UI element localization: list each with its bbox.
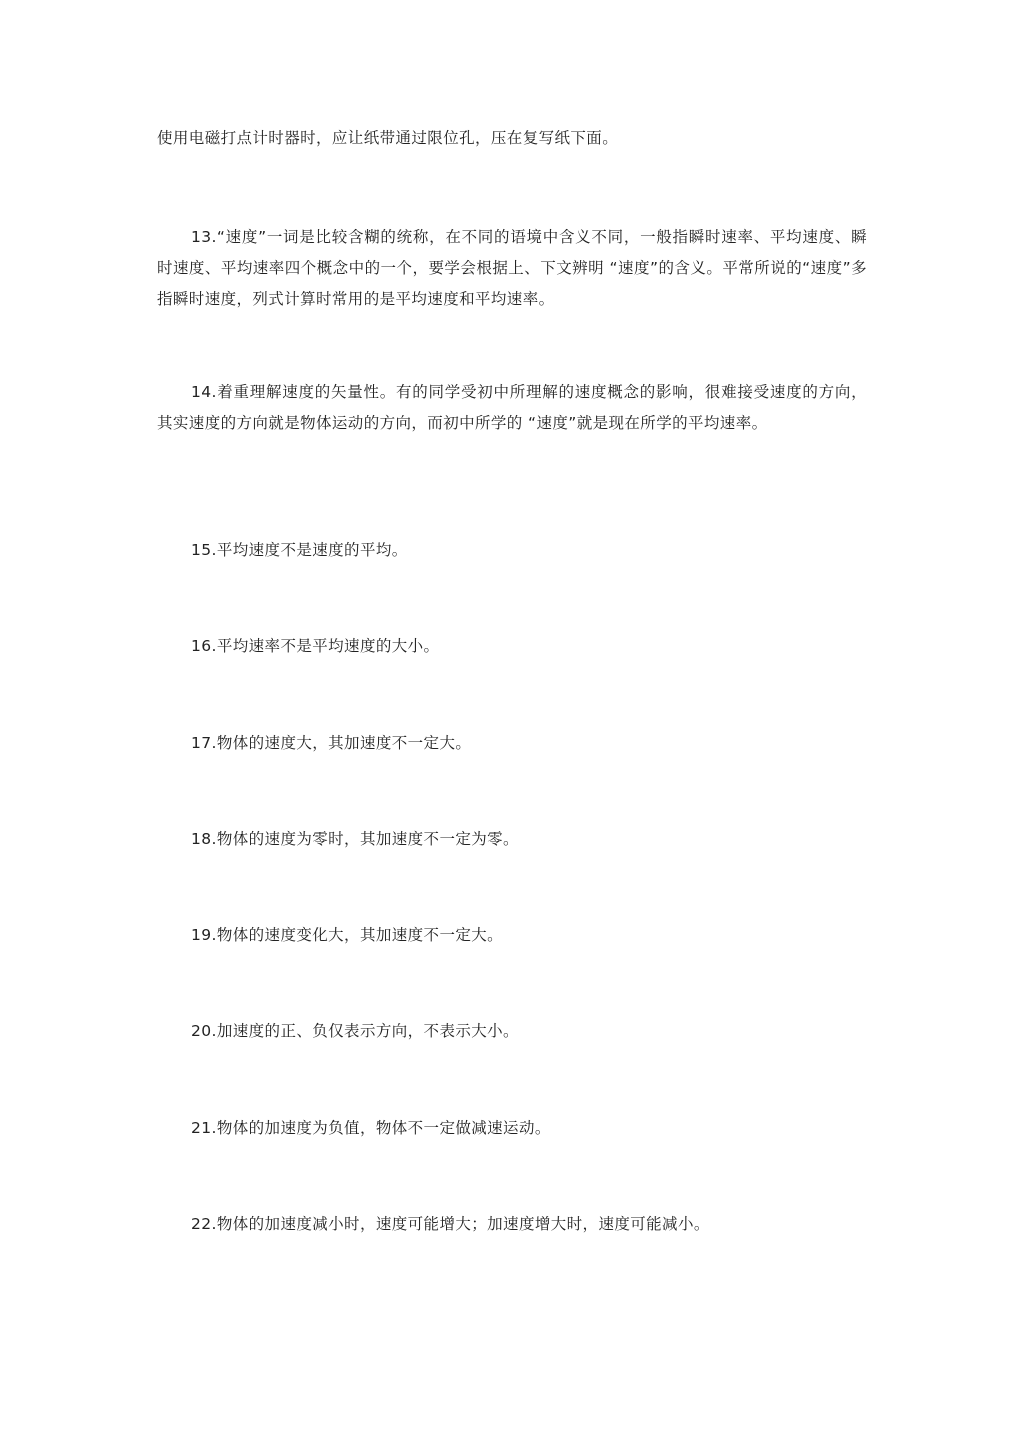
paragraph-22: 22.物体的加速度减小时，速度可能增大；加速度增大时，速度可能减小。 — [191, 1215, 710, 1233]
paragraph-20: 20.加速度的正、负仅表示方向，不表示大小。 — [191, 1022, 519, 1040]
paragraph-18: 18.物体的速度为零时，其加速度不一定为零。 — [191, 830, 519, 848]
paragraph-15: 15.平均速度不是速度的平均。 — [191, 541, 408, 559]
paragraph-16: 16.平均速率不是平均速度的大小。 — [191, 637, 440, 655]
paragraph-19: 19.物体的速度变化大，其加速度不一定大。 — [191, 926, 504, 944]
paragraph-13: 13.“速度”一词是比较含糊的统称，在不同的语境中含义不同，一般指瞬时速率、平均速度、瞬时速度、平均速率四个概念中的一个，要学会根据上、下文辨明 “速度”的含义。平常所说的“速度”多指瞬时速度，列式计算时常用的是平均速度和平均速率。 — [157, 228, 867, 308]
paragraph-timer-note: 使用电磁打点计时器时，应让纸带通过限位孔，压在复写纸下面。 — [157, 129, 619, 147]
paragraph-21: 21.物体的加速度为负值，物体不一定做减速运动。 — [191, 1119, 551, 1137]
paragraph-17: 17.物体的速度大，其加速度不一定大。 — [191, 734, 472, 752]
paragraph-14: 14.着重理解速度的矢量性。有的同学受初中所理解的速度概念的影响，很难接受速度的方向，其实速度的方向就是物体运动的方向，而初中所学的 “速度”就是现在所学的平均速率。 — [157, 383, 867, 432]
